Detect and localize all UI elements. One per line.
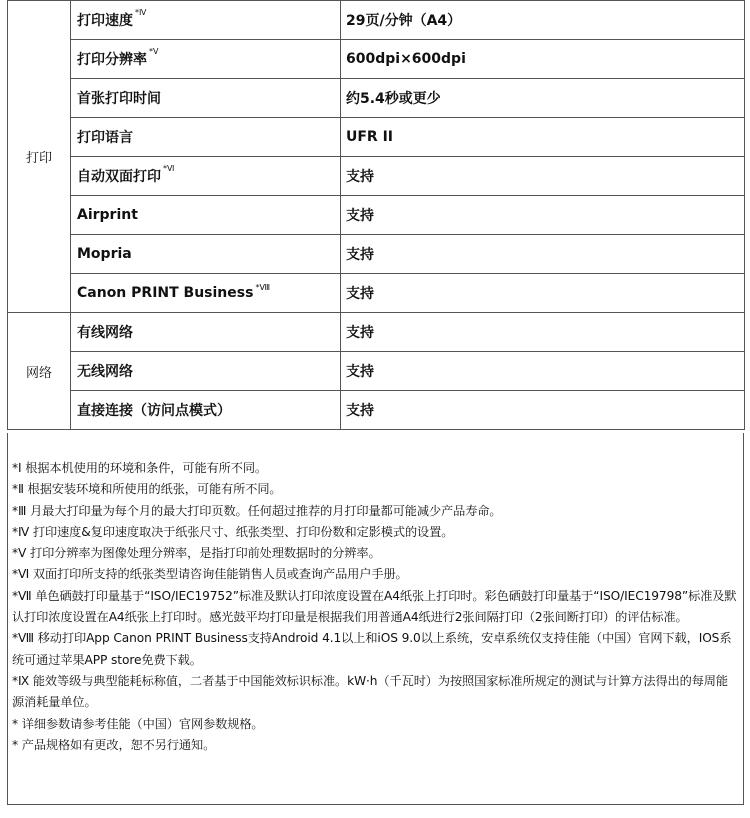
- table-row: [8, 391, 745, 430]
- footnote-5: *Ⅴ 打印分辨率为图像处理分辨率，是指打印前处理数据时的分辨率。: [12, 546, 381, 561]
- table-row: [8, 235, 745, 274]
- feature-cell: [71, 79, 341, 118]
- category-network: 网络: [8, 313, 71, 430]
- feature-label: 直接连接（访问点模式）: [77, 403, 231, 419]
- footnote-3: *Ⅲ 月最大打印量为每个月的最大打印页数。任何超过推荐的月打印量都可能减少产品寿命。: [12, 503, 502, 518]
- footnote-7: *Ⅶ 单色硒鼓打印量基于“ISO/IEC19752”标准及默认打印浓度设置在A4纸张上打印时。彩色硒鼓打印量基于“ISO/IEC19798”标准及默认打印浓度设置在A4纸张上打印时。感光鼓平均打印量是根据我们用普通A4纸进行2张间隔打印（2张间断打印）的评估标准。: [12, 588, 737, 625]
- value-cell: 29页/分钟（A4）: [341, 1, 745, 40]
- spec-table-body: [8, 1, 745, 430]
- footnote-4: *Ⅳ 打印速度&复印速度取决于纸张尺寸、纸张类型、打印份数和定影模式的设置。: [12, 524, 454, 539]
- footnote-6: *Ⅵ 双面打印所支持的纸张类型请咨询佳能销售人员或查询产品用户手册。: [12, 567, 408, 582]
- value-cell: 支持: [341, 352, 745, 391]
- table-row: [8, 352, 745, 391]
- feature-cell: [71, 196, 341, 235]
- feature-cell: [71, 352, 341, 391]
- feature-cell: [71, 313, 341, 352]
- feature-label: 自动双面打印: [77, 169, 161, 185]
- feature-cell: [71, 274, 341, 313]
- footnote-detail: * 详细参数请参考佳能（中国）官网参数规格。: [12, 716, 264, 731]
- value-cell: 约5.4秒或更少: [341, 79, 745, 118]
- value-cell: 支持: [341, 235, 745, 274]
- table-row: [8, 79, 745, 118]
- feature-label: 打印语言: [77, 130, 133, 146]
- feature-cell: [71, 391, 341, 430]
- value-cell: 支持: [341, 157, 745, 196]
- table-row: [8, 118, 745, 157]
- feature-cell: [71, 118, 341, 157]
- value-cell: 支持: [341, 391, 745, 430]
- category-print: 打印: [8, 1, 71, 313]
- footnote-mark: *Ⅵ: [163, 164, 175, 173]
- value-cell: 支持: [341, 274, 745, 313]
- feature-label: Canon PRINT Business: [77, 285, 254, 301]
- footnote-9: *Ⅸ 能效等级与典型能耗标称值，二者基于中国能效标识标准。kW·h（千瓦时）为按照国家标准所规定的测试与计算方法得出的每周能源消耗量单位。: [12, 673, 728, 710]
- footnotes: [7, 433, 744, 805]
- footnote-mark: *Ⅴ: [149, 47, 159, 56]
- value-cell: 支持: [341, 196, 745, 235]
- footnote-2: *Ⅱ 根据安装环境和所使用的纸张，可能有所不同。: [12, 482, 282, 497]
- table-row: [8, 40, 745, 79]
- value-cell: 600dpi×600dpi: [341, 40, 745, 79]
- feature-cell: [71, 1, 341, 40]
- table-row: [8, 196, 745, 235]
- feature-label: 无线网络: [77, 364, 133, 380]
- table-row: [8, 274, 745, 313]
- value-cell: 支持: [341, 313, 745, 352]
- feature-label: Mopria: [77, 246, 132, 262]
- footnote-mark: *Ⅷ: [255, 283, 270, 292]
- table-row: [8, 313, 745, 352]
- feature-cell: [71, 157, 341, 196]
- feature-cell: [71, 40, 341, 79]
- table-row: [8, 157, 745, 196]
- feature-label: 打印分辨率: [77, 52, 147, 68]
- table-row: [8, 1, 745, 40]
- feature-label: 打印速度: [77, 13, 133, 29]
- spec-table: [7, 0, 745, 430]
- footnote-mark: *Ⅳ: [135, 8, 147, 17]
- value-cell: UFR II: [341, 118, 745, 157]
- footnote-1: *Ⅰ 根据本机使用的环境和条件，可能有所不同。: [12, 461, 268, 475]
- feature-label: 有线网络: [77, 325, 133, 341]
- feature-label: Airprint: [77, 207, 138, 223]
- footnote-change: * 产品规格如有更改，恕不另行通知。: [12, 737, 216, 752]
- feature-label: 首张打印时间: [77, 91, 161, 107]
- feature-cell: [71, 235, 341, 274]
- footnote-8: *Ⅷ 移动打印App Canon PRINT Business支持Android 4.1以上和iOS 9.0以上系统，安卓系统仅支持佳能（中国）官网下载，IOS系统可通过苹果APP store免费下载。: [12, 631, 732, 667]
